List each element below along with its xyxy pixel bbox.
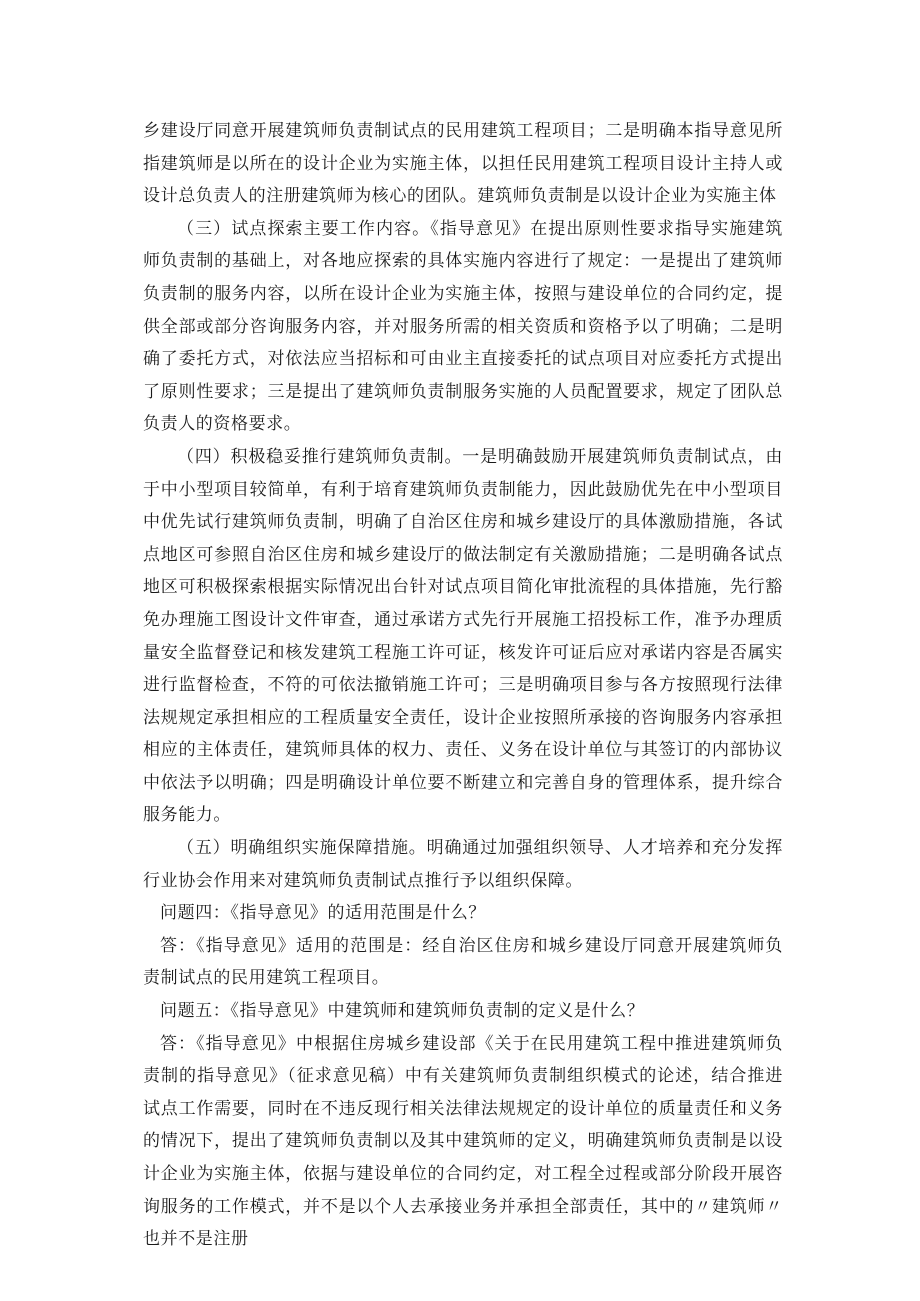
answer-4: 答：《指导意见》适用的范围是：经自治区住房和城乡建设厅同意开展建筑师负责制试点的民用建筑工程项目。: [143, 935, 783, 989]
paragraph-section-3: （三）试点探索主要工作内容。《指导意见》在提出原则性要求指导实施建筑师负责制的基础上，对各地应探索的具体实施内容进行了规定：一是提出了建筑师负责制的服务内容，以所在设计企业为实施主体，按照与建设单位的合同约定，提供全部或部分咨询服务内容，并对服务所需的相关资质和资格予以了明确；二是明确了委托方式，对依法应当招标和可由业主直接委托的试点项目对应委托方式提出了原则性要求；三是提出了建筑师负责制服务实施的人员配置要求，规定了团队总负责人的资格要求。: [143, 218, 783, 435]
answer-5: 答：《指导意见》中根据住房城乡建设部《关于在民用建筑工程中推进建筑师负责制的指导意见》（征求意见稿）中有关建筑师负责制组织模式的论述，结合推进试点工作需要，同时在不违反现行相关法律法规规定的设计单位的质量责任和义务的情况下，提出了建筑师负责制以及其中建筑师的定义，明确建筑师负责制是以设计企业为实施主体，依据与建设单位的合同约定，对工程全过程或部分阶段开展咨询服务的工作模式，并不是以个人去承接业务并承担全部责任，其中的〃建筑师〃也并不是注册: [143, 1033, 783, 1250]
paragraph-section-4: （四）积极稳妥推行建筑师负责制。一是明确鼓励开展建筑师负责制试点，由于中小型项目较简单，有利于培育建筑师负责制能力，因此鼓励优先在中小型项目中优先试行建筑师负责制，明确了自治区住房和城乡建设厅的具体激励措施，各试点地区可参照自治区住房和城乡建设厅的做法制定有关激励措施；二是明确各试点地区可积极探索根据实际情况出台针对试点项目简化审批流程的具体措施，先行豁免办理施工图设计文件审查，通过承诺方式先行开展施工招投标工作，准予办理质量安全监督登记和核发建筑工程施工许可证，核发许可证后应对承诺内容是否属实进行监督检查，不符的可依法撤销施工许可；三是明确项目参与各方按照现行法律法规规定承担相应的工程质量安全责任，设计企业按照所承接的咨询服务内容承担相应的主体责任，建筑师具体的权力、责任、义务在设计单位与其签订的内部协议中依法予以明确；四是明确设计单位要不断建立和完善自身的管理体系，提升综合服务能力。: [143, 446, 783, 826]
document-body: [143, 115, 783, 1256]
question-4: 问题四：《指导意见》的适用范围是什么？: [160, 903, 486, 924]
paragraph-section-5: （五）明确组织实施保障措施。明确通过加强组织领导、人才培养和充分发挥行业协会作用来对建筑师负责制试点推行予以组织保障。: [143, 838, 783, 891]
paragraph-continuation: 乡建设厅同意开展建筑师负责制试点的民用建筑工程项目；二是明确本指导意见所指建筑师是以所在的设计企业为实施主体，以担任民用建筑工程项目设计主持人或设计总负责人的注册建筑师为核心的团队。建筑师负责制是以设计企业为实施主体: [143, 121, 783, 207]
question-5: 问题五：《指导意见》中建筑师和建筑师负责制的定义是什么？: [160, 1001, 645, 1022]
